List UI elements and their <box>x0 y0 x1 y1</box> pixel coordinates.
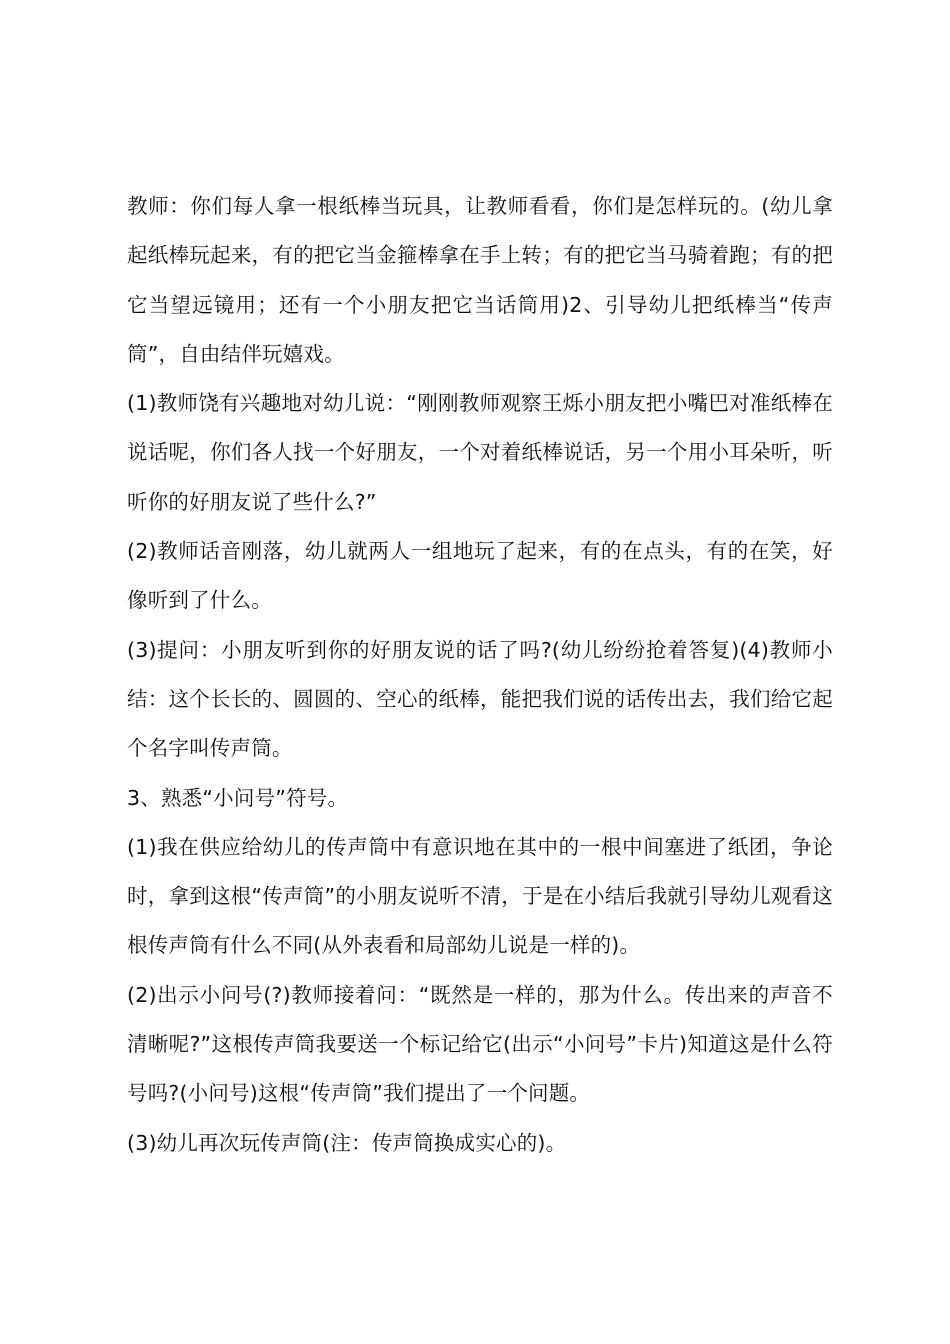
paragraph-2: (1)教师饶有兴趣地对幼儿说：“刚刚教师观察王烁小朋友把小嘴巴对准纸棒在说话呢，你们各人找一个好朋友，一个对着纸棒说话，另一个用小耳朵听，听听你的好朋友说了些什么?” <box>127 391 833 514</box>
paragraph-8: (3)幼儿再次玩传声筒(注：传声筒换成实心的)。 <box>127 1130 567 1155</box>
document-body <box>127 182 833 1168</box>
paragraph-1: 教师：你们每人拿一根纸棒当玩具，让教师看看，你们是怎样玩的。(幼儿拿起纸棒玩起来，有的把它当金箍棒拿在手上转；有的把它当马骑着跑；有的把它当望远镜用；还有一个小朋友把它当话筒用)2、引导幼儿把纸棒当“传声筒”，自由结伴玩嬉戏。 <box>127 194 833 366</box>
paragraph-4: (3)提问：小朋友听到你的好朋友说的话了吗?(幼儿纷纷抢着答复)(4)教师小结：这个长长的、圆圆的、空心的纸棒，能把我们说的话传出去，我们给它起个名字叫传声筒。 <box>127 637 833 761</box>
paragraph-6: (1)我在供应给幼儿的传声筒中有意识地在其中的一根中间塞进了纸团，争论时，拿到这根“传声筒”的小朋友说听不清，于是在小结后我就引导幼儿观看这根传声筒有什么不同(从外表看和局部幼儿说是一样的)。 <box>127 834 833 958</box>
paragraph-3: (2)教师话音刚落，幼儿就两人一组地玩了起来，有的在点头，有的在笑，好像听到了什么。 <box>127 539 833 613</box>
section-heading-3: 3、熟悉“小问号”符号。 <box>127 785 349 810</box>
paragraph-7: (2)出示小问号(?)教师接着问：“既然是一样的，那为什么。传出来的声音不清晰呢?”这根传声筒我要送一个标记给它(出示“小问号”卡片)知道这是什么符号吗?(小问号)这根“传声筒”我们提出了一个问题。 <box>127 982 833 1106</box>
